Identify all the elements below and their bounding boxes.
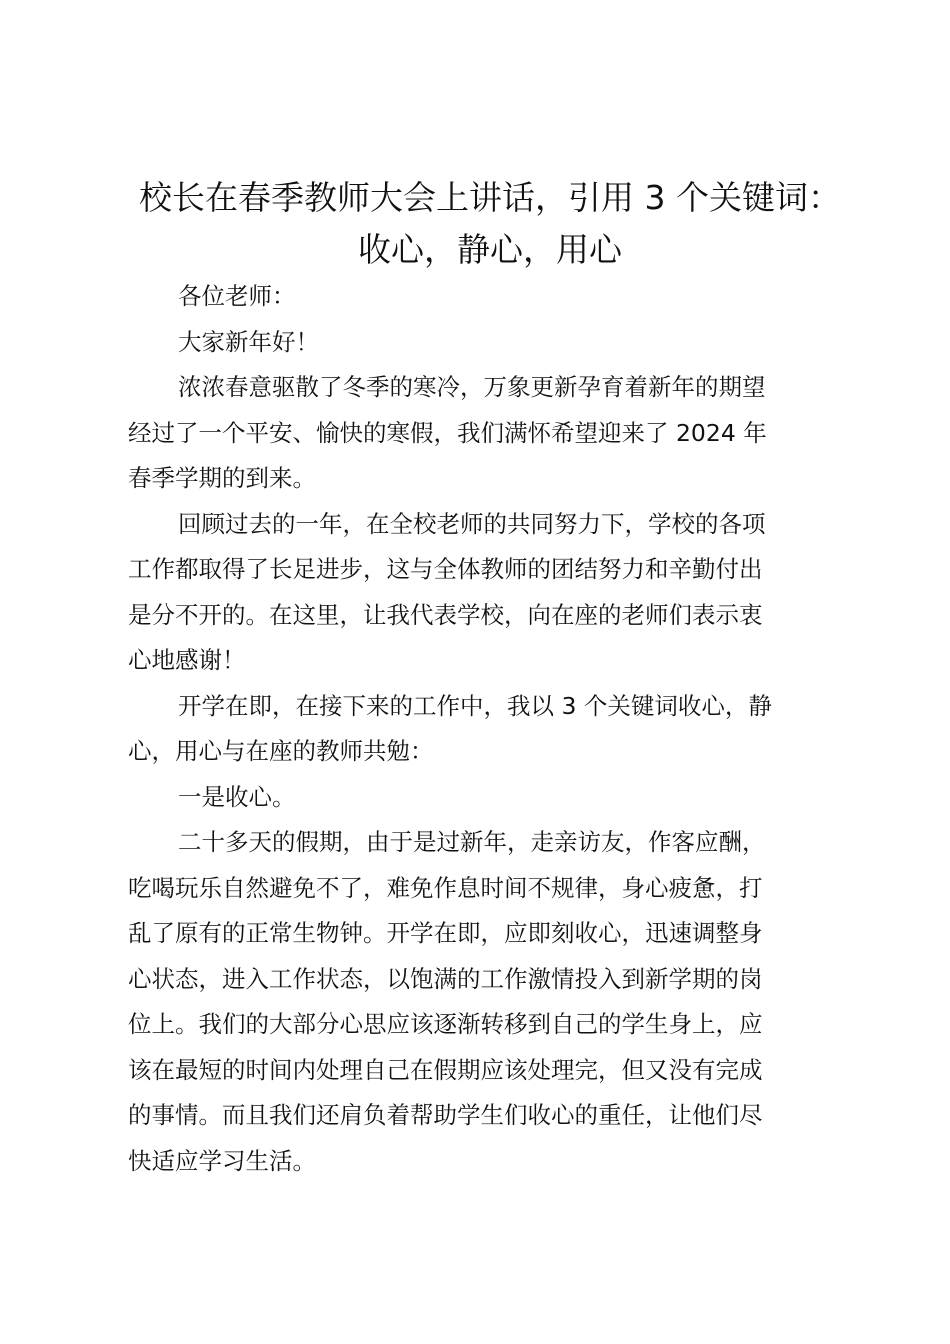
- document-title: [100, 172, 880, 276]
- text-line: 是分不开的。在这里，让我代表学校，向在座的老师们表示衷: [128, 600, 763, 629]
- text-line: 心，用心与在座的教师共勉：: [128, 737, 434, 765]
- salutation-paragraph: [128, 274, 836, 320]
- text-line: 心状态，进入工作状态，以饱满的工作激情投入到新学期的岗: [128, 964, 763, 993]
- greeting-paragraph: [128, 320, 836, 366]
- section-heading: [128, 775, 836, 821]
- text-line: 吃喝玩乐自然避免不了，难免作息时间不规律，身心疲惫，打: [128, 873, 763, 902]
- text-line: 回顾过去的一年，在全校老师的共同努力下，学校的各项: [178, 509, 766, 538]
- text-line: 乱了原有的正常生物钟。开学在即，应即刻收心，迅速调整身: [128, 919, 763, 947]
- text-line: 二十多天的假期，由于是过新年，走亲访友，作客应酬，: [178, 828, 766, 856]
- text-line: 该在最短的时间内处理自己在假期应该处理完，但又没有完成: [128, 1055, 763, 1084]
- document-body: [128, 274, 836, 1184]
- title-line-2: 收心，静心，用心: [358, 230, 622, 269]
- text-line: 工作都取得了长足进步，这与全体教师的团结努力和辛勤付出: [128, 555, 763, 583]
- body-paragraph: [128, 502, 836, 684]
- body-paragraph: [128, 684, 836, 775]
- text-line: 开学在即，在接下来的工作中，我以 3 个关键词收心，静: [178, 691, 772, 720]
- text-line: 位上。我们的大部分心思应该逐渐转移到自己的学生身上，应: [128, 1010, 763, 1038]
- text-line: 的事情。而且我们还肩负着帮助学生们收心的重任，让他们尽: [128, 1101, 763, 1129]
- body-paragraph: [128, 820, 836, 1184]
- text-line: 快适应学习生活。: [128, 1146, 316, 1175]
- text-line: 各位老师：: [178, 282, 296, 310]
- text-line: 心地感谢！: [128, 646, 246, 674]
- text-line: 经过了一个平安、愉快的寒假，我们满怀希望迎来了 2024 年: [128, 418, 767, 447]
- text-line: 浓浓春意驱散了冬季的寒冷，万象更新孕育着新年的期望: [178, 373, 766, 401]
- text-line: 一是收心。: [178, 782, 296, 811]
- title-line-1: 校长在春季教师大会上讲话，引用 3 个关键词：: [139, 178, 841, 217]
- body-paragraph: [128, 365, 836, 502]
- text-line: 大家新年好！: [178, 327, 319, 356]
- text-line: 春季学期的到来。: [128, 464, 316, 492]
